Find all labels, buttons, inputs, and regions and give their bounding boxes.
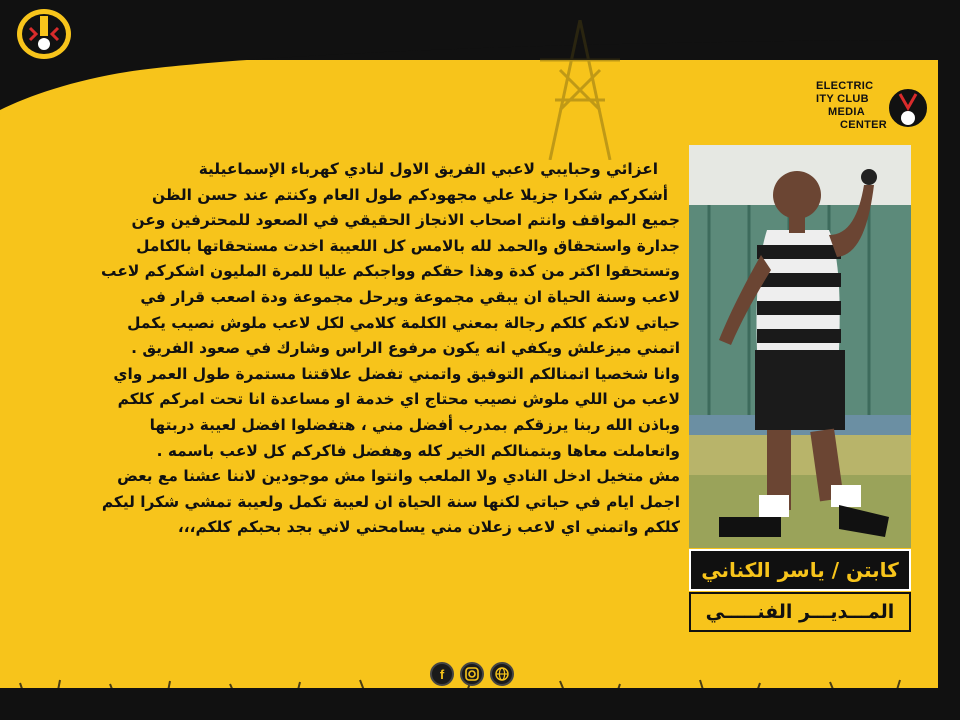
bottom-band	[0, 688, 960, 720]
media-line: ELECTRIC	[816, 80, 874, 92]
coach-name: كابتن / ياسر الكناني	[701, 558, 899, 582]
message-line: أشكركم شكرا جزيلا علي مجهودكم طول العام وكنتم عند حسن الظن	[152, 185, 668, 204]
social-icons	[430, 662, 514, 686]
message-line: لاعب من اللي ملوش نصيب محتاج اي خدمة او مساعدة انا تحت امركم كلكم	[117, 390, 680, 409]
message-line: جميع المواقف وانتم اصحاب الانجاز الحقيقي في الصعود للمحترفين وعن	[131, 211, 680, 230]
message-line: مش متخيل ادخل النادي ولا الملعب وانتوا مش موجودين لاننا عشنا مع بعض	[117, 467, 680, 486]
message-line: وانا شخصيا اتمنالكم التوفيق واتمني تفضل علاقتنا مستمرة طول العمر واي	[113, 364, 680, 383]
media-line: CENTER	[840, 119, 888, 131]
media-line: ITY CLUB	[816, 93, 869, 105]
name-caption	[689, 549, 911, 591]
message-line: جدارة واستحقاق والحمد لله بالامس كل اللعيبة اخدت مستحقاتها بالكامل	[136, 236, 680, 255]
media-line: MEDIA	[828, 106, 865, 118]
club-logo	[16, 8, 72, 60]
instagram-glyph	[465, 667, 479, 681]
message-line: وباذن الله ربنا يرزقكم بمدرب أفضل مني ، هتفضلوا افضل لعيبة دربتها	[149, 415, 680, 434]
message-line: اتمني ميزعلش ويكفي انه يكون مرفوع الراس وشارك في صعود الفريق .	[131, 339, 680, 358]
message-line: لاعب وسنة الحياة ان يبقي مجموعة ويرحل مجموعة ودة اصعب قرار في	[140, 287, 680, 306]
facebook-glyph: f	[439, 666, 445, 682]
instagram-icon[interactable]	[460, 662, 484, 686]
message-line: واتعاملت معاها وبتمنالكم الخير كله وهفضل فاكركم كل لاعب باسمه .	[156, 441, 680, 460]
facebook-icon[interactable]	[430, 662, 454, 686]
tower-watermark	[520, 20, 640, 160]
message-line: حياتي لانكم كلكم رجالة بمعني الكلمة كلامي لكل لاعب ملوش نصيب يكمل	[127, 313, 680, 332]
message-line: اعزائي وحبايبي لاعبي الفريق الاول لنادي كهرباء الإسماعيلية	[198, 160, 658, 178]
media-center-text	[816, 80, 902, 132]
right-band	[938, 0, 960, 720]
farewell-message	[16, 157, 680, 541]
role-caption	[689, 592, 911, 632]
message-line: اجمل ايام في حياتي لكنها سنة الحياة ان لعيبة تكمل ولعيبة تمشي شكرا ليكم	[101, 492, 680, 511]
web-icon[interactable]	[490, 662, 514, 686]
message-line: كلكم واتمني اي لاعب زعلان مني يسامحني لاني بجد بحبكم كلكم،،،	[177, 518, 680, 537]
globe-glyph	[495, 667, 509, 681]
coach-photo	[689, 145, 911, 548]
message-line: وتستحقوا اكتر من كدة وهذا حقكم وواجبكم عليا للمرة المليون اشكركم لاعب	[101, 262, 680, 281]
coach-role: المـــديـــر الفنـــــي	[705, 601, 895, 623]
